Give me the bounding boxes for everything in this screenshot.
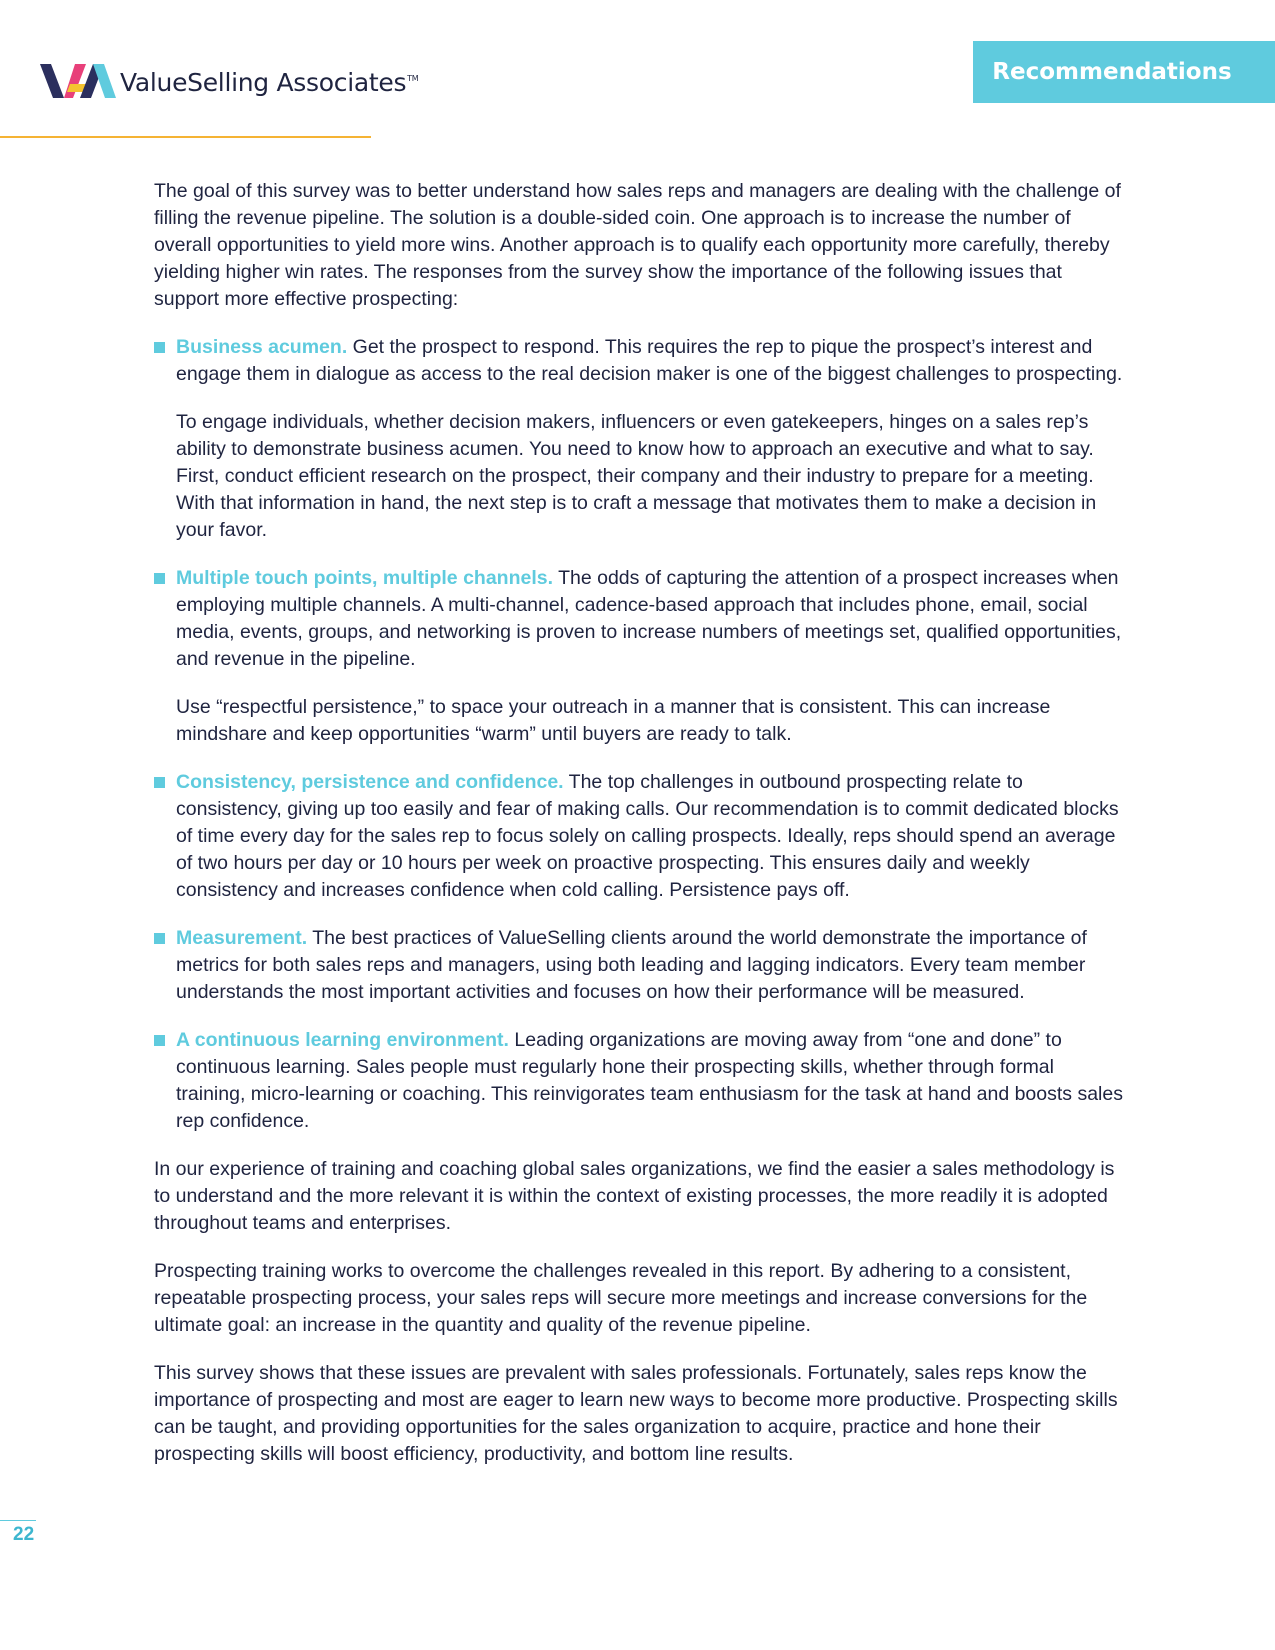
square-bullet-icon bbox=[154, 342, 165, 353]
intro-paragraph: The goal of this survey was to better understand how sales reps and managers are dealing with the challenge of filling the revenue pipeline. The solution is a double-sided coin. One approach is to increase the number of overall opportunities to yield more wins. Another approach is to qualify each opportunity more carefully, thereby yielding higher win rates. The responses from the survey show the importance of the following issues that support more effective prospecting: bbox=[154, 180, 1121, 310]
bullet-title: Consistency, persistence and confidence. bbox=[176, 771, 564, 793]
closing-paragraph: In our experience of training and coaching global sales organizations, we find the easier a sales methodology is to understand and the more relevant it is within the context of existing processes, the more readily it is adopted throughout teams and enterprises. bbox=[154, 1158, 1115, 1234]
header-divider bbox=[0, 136, 371, 138]
closing-paragraph: This survey shows that these issues are prevalent with sales professionals. Fortunately, sales reps know the importance of prospecting and most are eager to learn new ways to become more productive. Prospecting skills can be taught, and providing opportunities for the sales organization to acquire, practice and hone their prospecting skills will boost efficiency, productivity, and bottom line results. bbox=[154, 1362, 1118, 1465]
bullet-text: Leading organizations are moving away from “one and done” to continuous learning. Sales people must regularly hone their prospecting skills, whether through formal training, micro-learning or coaching. This reinvigorates team enthusiasm for the task at hand and boosts sales rep confidence. bbox=[176, 1029, 1123, 1132]
bullet-multiple-channels bbox=[154, 565, 1124, 748]
bullet-text: The best practices of ValueSelling clients around the world demonstrate the importance of metrics for both sales reps and managers, using both leading and lagging indicators. Every team member understands the most important activities and focuses on how their performance will be measured. bbox=[176, 927, 1087, 1003]
square-bullet-icon bbox=[154, 777, 165, 788]
page-number: 22 bbox=[13, 1524, 35, 1545]
bullet-text: Get the prospect to respond. This requires the rep to pique the prospect’s interest and engage them in dialogue as access to the real decision maker is one of the biggest challenges to prospecting. bbox=[176, 336, 1123, 385]
bullet-title: A continuous learning environment. bbox=[176, 1029, 509, 1051]
bullet-title: Business acumen. bbox=[176, 336, 348, 358]
vsa-logo-icon bbox=[40, 62, 116, 102]
section-tab bbox=[973, 41, 1275, 103]
footer-divider bbox=[0, 1520, 36, 1521]
section-title: Recommendations bbox=[992, 59, 1232, 85]
company-logo bbox=[40, 62, 418, 102]
bullet-sub-paragraph: To engage individuals, whether decision makers, influencers or even gatekeepers, hinges on a sales rep’s ability to demonstrate business acumen. You need to know how to approach an executive and what to say. First, conduct efficient research on the prospect, their company and their industry to prepare for a meeting. With that information in hand, the next step is to craft a message that motivates them to make a decision in your favor. bbox=[176, 411, 1097, 541]
page-content bbox=[154, 178, 1124, 1489]
square-bullet-icon bbox=[154, 1035, 165, 1046]
bullet-business-acumen bbox=[154, 334, 1124, 544]
bullet-measurement bbox=[154, 925, 1124, 1006]
bullet-text: The top challenges in outbound prospecting relate to consistency, giving up too easily and fear of making calls. Our recommendation is to commit dedicated blocks of time every day for the sales rep to focus solely on calling prospects. Ideally, reps should spend an average of two hours per day or 10 hours per week on proactive prospecting. This ensures daily and weekly consistency and increases confidence when cold calling. Persistence pays off. bbox=[176, 771, 1119, 901]
bullet-text: The odds of capturing the attention of a prospect increases when employing multiple channels. A multi-channel, cadence-based approach that includes phone, email, social media, events, groups, and networking is proven to increase numbers of meetings set, qualified opportunities, and revenue in the pipeline. bbox=[176, 567, 1122, 670]
bullet-title: Multiple touch points, multiple channels. bbox=[176, 567, 554, 589]
square-bullet-icon bbox=[154, 573, 165, 584]
bullet-title: Measurement. bbox=[176, 927, 308, 949]
square-bullet-icon bbox=[154, 933, 165, 944]
bullet-sub-paragraph: Use “respectful persistence,” to space your outreach in a manner that is consistent. This can increase mindshare and keep opportunities “warm” until buyers are ready to talk. bbox=[176, 696, 1051, 745]
logo-wordmark: ValueSelling Associates™ bbox=[120, 67, 419, 97]
bullet-continuous-learning bbox=[154, 1027, 1124, 1135]
closing-paragraph: Prospecting training works to overcome the challenges revealed in this report. By adhering to a consistent, repeatable prospecting process, your sales reps will secure more meetings and increase conversions for the ultimate goal: an increase in the quantity and quality of the revenue pipeline. bbox=[154, 1260, 1088, 1336]
bullet-consistency bbox=[154, 769, 1124, 904]
